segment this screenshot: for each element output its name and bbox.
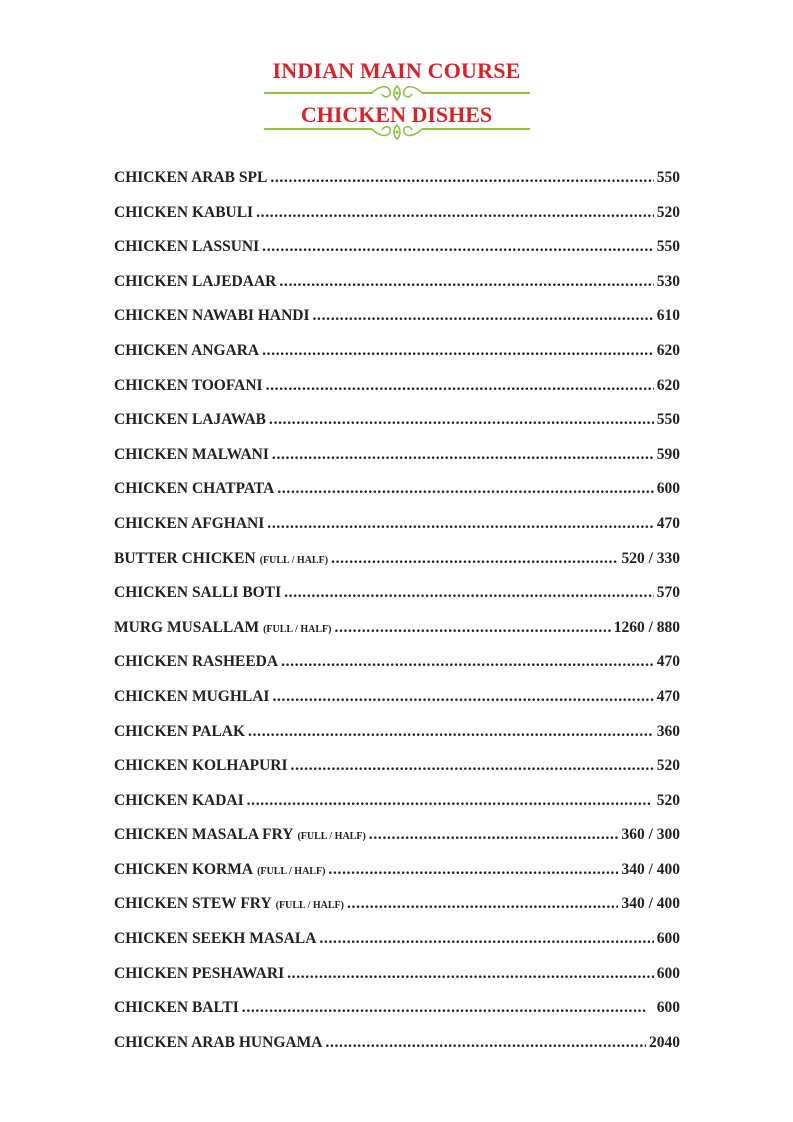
item-name: CHICKEN PESHAWARI	[114, 964, 285, 982]
menu-item	[114, 161, 680, 196]
dot-leader	[291, 749, 654, 784]
item-name: MURG MUSALLAM	[114, 618, 260, 636]
item-price: 570	[656, 584, 680, 602]
item-price: 470	[656, 687, 680, 705]
item-price: 360 / 300	[621, 826, 680, 844]
portion-note: (FULL / HALF)	[263, 623, 332, 635]
item-price: 340 / 400	[621, 860, 680, 878]
item-name: CHICKEN KOLHAPURI	[114, 757, 288, 775]
menu-item	[114, 991, 680, 1026]
item-name: CHICKEN MUGHLAI	[114, 687, 270, 705]
menu-item	[114, 265, 680, 300]
dot-leader	[347, 887, 618, 922]
menu-item	[114, 438, 680, 473]
menu-item	[114, 645, 680, 680]
menu-item	[114, 334, 680, 369]
item-name: CHICKEN MALWANI	[114, 445, 269, 463]
dot-leader	[266, 369, 654, 404]
item-price: 550	[656, 411, 680, 429]
item-price: 520	[656, 791, 680, 809]
portion-note: (FULL / HALF)	[275, 900, 344, 912]
menu-item	[114, 818, 680, 853]
item-name: CHICKEN SALLI BOTI	[114, 584, 282, 602]
item-name: CHICKEN RASHEEDA	[114, 653, 279, 671]
dot-leader	[269, 403, 654, 438]
item-name: CHICKEN BALTI	[114, 999, 239, 1017]
item-price: 600	[656, 964, 680, 982]
dot-leader	[248, 715, 654, 750]
menu-item	[114, 680, 680, 715]
section-title: CHICKEN DISHES	[300, 102, 493, 127]
item-name: CHICKEN PALAK	[114, 722, 246, 740]
item-name: CHICKEN KABULI	[114, 203, 254, 221]
item-name: CHICKEN LAJAWAB	[114, 411, 267, 429]
page-title: INDIAN MAIN COURSE	[272, 58, 521, 83]
item-price: 520	[656, 757, 680, 775]
menu-item	[114, 784, 680, 819]
item-name: CHICKEN SEEKH MASALA	[114, 930, 317, 948]
item-price: 340 / 400	[621, 895, 680, 913]
portion-note: (FULL / HALF)	[259, 554, 329, 566]
item-price: 2040	[649, 1033, 680, 1051]
item-name: CHICKEN STEW FRY	[114, 895, 272, 913]
menu-item	[114, 922, 680, 957]
menu-item	[114, 611, 680, 646]
item-price: 470	[656, 514, 680, 532]
item-price: 520 / 330	[621, 549, 680, 567]
item-name: CHICKEN KADAI	[114, 791, 244, 809]
portion-note: (FULL / HALF)	[297, 831, 366, 843]
dot-leader	[325, 1026, 646, 1061]
item-price: 600	[656, 999, 680, 1017]
menu-item	[114, 715, 680, 750]
item-name: CHICKEN ANGARA	[114, 341, 260, 359]
dot-leader	[262, 334, 654, 369]
item-name: BUTTER CHICKEN	[114, 549, 256, 567]
dot-leader	[272, 438, 654, 473]
menu-item	[114, 1026, 680, 1061]
dot-leader	[328, 853, 618, 888]
dot-leader	[262, 230, 654, 265]
menu-item	[114, 507, 680, 542]
menu-item	[114, 472, 680, 507]
item-price: 550	[656, 238, 680, 256]
item-price: 550	[656, 169, 680, 186]
item-name: CHICKEN CHATPATA	[114, 480, 275, 498]
item-name: CHICKEN LASSUNI	[114, 238, 260, 256]
menu-item	[114, 576, 680, 611]
menu-list	[114, 161, 680, 1060]
dot-leader	[287, 957, 654, 992]
item-price: 1260 / 880	[613, 618, 680, 636]
dot-leader	[369, 818, 619, 853]
item-name: CHICKEN LAJEDAAR	[114, 272, 277, 290]
item-price: 360	[656, 722, 680, 740]
item-name: CHICKEN AFGHANI	[114, 514, 265, 532]
item-name: CHICKEN KORMA	[114, 860, 254, 878]
dot-leader	[270, 161, 653, 196]
menu-item	[114, 542, 680, 577]
menu-item	[114, 853, 680, 888]
item-price: 530	[656, 272, 680, 290]
dot-leader	[284, 576, 654, 611]
menu-item	[114, 749, 680, 784]
menu-item	[114, 196, 680, 231]
item-name: CHICKEN ARAB SPL	[114, 169, 268, 186]
dot-leader	[331, 542, 618, 577]
item-name: CHICKEN NAWABI HANDI	[114, 307, 310, 325]
dot-leader	[247, 784, 654, 819]
menu-item	[114, 230, 680, 265]
dot-leader	[277, 472, 653, 507]
menu-item	[114, 299, 680, 334]
dot-leader	[272, 680, 653, 715]
item-price: 620	[656, 341, 680, 359]
menu-item	[114, 957, 680, 992]
flourish-ornament-icon	[262, 83, 532, 103]
dot-leader	[256, 196, 654, 231]
menu-item	[114, 887, 680, 922]
dot-leader	[281, 645, 654, 680]
dot-leader	[313, 299, 654, 334]
item-name: CHICKEN ARAB HUNGAMA	[114, 1033, 323, 1051]
item-name: CHICKEN TOOFANI	[114, 376, 263, 394]
dot-leader	[279, 265, 653, 300]
dot-leader	[319, 922, 653, 957]
item-name: CHICKEN MASALA FRY	[114, 826, 294, 844]
item-price: 520	[656, 203, 680, 221]
portion-note: (FULL / HALF)	[257, 865, 326, 877]
item-price: 610	[656, 307, 680, 325]
item-price: 620	[656, 376, 680, 394]
dot-leader	[267, 507, 653, 542]
item-price: 600	[656, 930, 680, 948]
item-price: 590	[656, 445, 680, 463]
flourish-ornament-icon	[262, 122, 532, 142]
menu-item	[114, 403, 680, 438]
item-price: 470	[656, 653, 680, 671]
dot-leader	[242, 991, 654, 1026]
menu-item	[114, 369, 680, 404]
item-price: 600	[656, 480, 680, 498]
dot-leader	[334, 611, 610, 646]
